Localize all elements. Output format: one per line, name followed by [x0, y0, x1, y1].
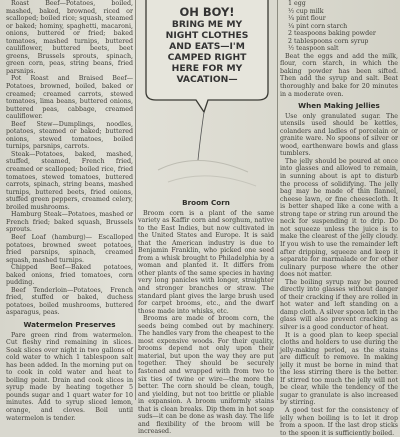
jellies-paragraph: Use only granulated sugar. The utensils used should be kettles, colanders and ladles of porcelain or granite ware. No spoons of silver or wood, earthenware bowls and glass tumblers.	[280, 112, 398, 158]
jellies-paragraph: The jelly should be poured at once into glasses and allowed to remain, in sunning about is apt to disturb the process of solidifying. The jelly bag may be made of thin flannel, cheese lawn, or fine cheesecloth. It is better shaped like a cone with a strong tape or string run around the neck for suspending it to drip. Do not squeeze unless the juice is to make the clearest of the jelly cloudy. If you wish to use the remainder left after dripping, squeeze and keep it separate for marmalade or for other culinary purpose where the other does not matter.	[280, 157, 398, 279]
cartoon-line: CAMPED RIGHT	[167, 52, 247, 63]
column-rule	[135, 0, 136, 400]
jellies-paragraph: A good test for the consistency of jelly when boiling is to let it drop from a spoon. If the last drop sticks to the spoon it is sufficiently boiled.	[280, 406, 398, 437]
chipped-beef-paragraph: Chipped Beef—Baked potatoes, baked onions, fried tomatoes, corn pudding.	[6, 264, 133, 287]
cartoon-line: AND EATS—I'M	[169, 41, 245, 52]
recipe-method-paragraph: Beat the eggs and add the milk, flour, corn starch, in which the baking powder has been sifted. Then add the syrup and salt. Beat thoroughly and bake for 20 minutes in a moderate oven.	[280, 52, 398, 98]
beef-stew-paragraph: Beef Stew—Dumplings, noodles, potatoes, steamed or baked; buttered onions, stewed tomatoes, boiled turnips, parsnips, carrots.	[6, 120, 133, 151]
hamburg-steak-paragraph: Hamburg Steak—Potatoes, mashed or French fried; baked squash, Brussels sprouts.	[6, 211, 133, 234]
middle-column	[138, 0, 274, 436]
beef-loaf-paragraph: Beef Loaf (hamburg)— Escalloped potatoes, browned sweet potatoes, fried parsnips, spinach, creamed squash, mashed turnips.	[6, 233, 133, 264]
broom-corn-paragraph: Broom corn is a plant of the same variety as Kaffir corn and sorghum, native to the East Indies, but now cultivated in the United States and Europe. It is said that the American industry is due to Benjamin Franklin, who picked one seed from a whisk brought to Philadelphia by a woman and planted it. It differs from other plants of the same species in having very long panicles with longer, straighter and stronger branches or straw. The standard plant gives the large brush used for carpet brooms, etc., and the dwarf those made into whisks, etc.	[138, 209, 274, 315]
recipe-ingredients	[280, 0, 398, 53]
cartoon-caption	[148, 6, 266, 85]
cartoon-line: NIGHT CLOTHES	[165, 30, 249, 41]
steak-paragraph: Steak—Potatoes, baked, mashed, stuffed, steamed, French fried, creamed or scalloped; boiled rice, fried tomatoes, stewed tomatoes, buttered carrots, spinach, string beans, mashed turnips, buttered beets, fried onions, stuffed green peppers, creamed celery, broiled mushrooms.	[6, 150, 133, 211]
ingredient-line: 1 egg	[288, 0, 306, 7]
right-column	[280, 0, 398, 437]
cartoon-line: VACATION—	[176, 74, 238, 85]
column-rule	[277, 0, 278, 400]
broom-corn-heading: Broom Corn	[182, 198, 230, 207]
ingredient-line: ½ teaspoon salt	[288, 45, 339, 53]
cartoon-line: OH BOY!	[179, 5, 235, 19]
ingredient-line: ¼ pint corn starch	[288, 22, 348, 30]
cartoon-line: BRING ME MY	[171, 19, 243, 30]
ingredient-line: ¼ pint flour	[288, 15, 326, 23]
beef-tenderloin-paragraph: Beef Tenderloin—Potatoes, French fried, stuffed or baked, duchess potatoes, boiled mushrooms, buttered asparagus, peas.	[6, 286, 133, 317]
pot-roast-paragraph: Pot Roast and Braised Beef—Potatoes, browned, boiled, baked or creamed; creamed carrots, stewed tomatoes, lima beans, buttered onions, buttered peas, cabbage, creamed cauliflower.	[6, 75, 133, 121]
jellies-paragraph: The boiling syrup may be poured directly into glasses without danger of their cracking if they are rolled in hot water and left standing on a damp cloth. A silver spoon left in the glass will also prevent cracking as silver is a good conductor of heat.	[280, 278, 398, 331]
brooms-paragraph: Brooms are made of broom corn, the seeds being combed out by machinery. The handles vary from the cheapest to the most expensive woods. For their quality, brooms depend not only upon their material, but upon the way they are put together. They should be securely fastened and wrapped with from two to six ties of twine or wire—the more the better. The corn should be clean, tough, and yielding, but not too brittle or pliable in expansion. A broom uniformly stains that is clean breaks. Dip them in hot soap suds—it can be done as wash day. The life and flexibility of the broom will be increased.	[138, 315, 274, 436]
watermelon-preserves-heading: Watermelon Preserves	[23, 319, 116, 329]
left-column	[0, 0, 133, 422]
jellies-heading: When Making Jellies	[298, 101, 380, 111]
vacation-cartoon	[138, 0, 274, 195]
ingredient-line: 2 tablespoons corn syrup	[288, 37, 369, 45]
jellies-paragraph: It is a good plan to keep special cloths and holders to use during the jelly-making period, as the stains are difficult to remove. In making jelly it must be borne in mind that the less stirring there is the better. If stirred too much the jelly will not be clear, while the tendency of the sugar to granulate is also increased by stirring.	[280, 331, 398, 407]
cartoon-line: HERE FOR MY	[171, 63, 243, 74]
watermelon-preserves-paragraph: Pare green rind from watermelon. Cut fleshy rind remaining in slices. Soak slices over night in two gallons of cold water to which 1 tablespoon salt has been added. In the morning put on to cook in cold water and heat to boiling point. Drain and cook slices in syrup made by heating together 5 pounds sugar and 1 quart water for 10 minutes. Add to syrup sliced lemon, orange, and cloves. Boil until watermelon is tender.	[6, 331, 133, 422]
roast-beef-paragraph: Roast Beef—Potatoes, boiled, mashed, baked, browned, riced or scalloped; boiled rice; squash, steamed or baked; hominy, spaghetti, macaroni, onions, buttered or fried; baked tomatoes, mashed turnips, buttered cauliflower, buttered beets, beet greens, Brussels sprouts, spinach, green corn, peas, string beans, fried parsnips.	[6, 0, 133, 75]
ingredient-line: 2 teaspoons baking powder	[288, 30, 376, 38]
ingredient-line: ½ cup milk	[288, 7, 324, 15]
